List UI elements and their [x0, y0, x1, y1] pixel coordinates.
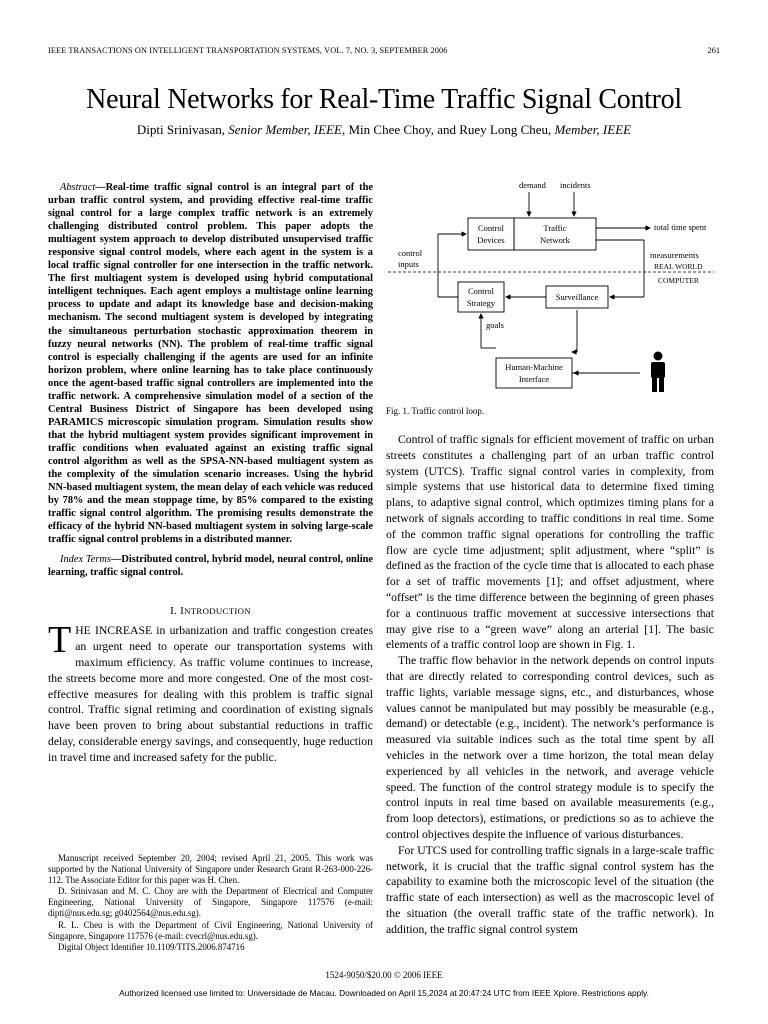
figure-traffic-control-loop: [386, 176, 716, 401]
label-control-devices-1: Control: [478, 223, 504, 233]
label-control-devices-2: Devices: [477, 235, 505, 245]
paper-title: Neural Networks for Real-Time Traffic Signal Control: [86, 84, 682, 115]
label-control-inputs-2: inputs: [398, 259, 419, 269]
label-traffic-network-2: Network: [540, 235, 570, 245]
label-total-time-spent: total time spent: [654, 222, 707, 232]
footnotes: [48, 853, 373, 953]
label-incidents: incidents: [560, 180, 591, 190]
index-terms: [48, 553, 373, 579]
intro-text: HE INCREASE in urbanization and traffic congestion creates an urgent need to operate our transportation systems with maximum efficiency. As traffic volume continues to increase, the streets become more and more congested. One of the most cost-effective measures for dealing with this problem is traffic signal control. Traffic signal retiming and coordination of existing signals have been proven to bring about substantial reductions in traffic delay, considerable energy savings, and consequently, huge reduction in travel time and increased safety for the public.: [48, 624, 373, 764]
figure-caption: Fig. 1. Traffic control loop.: [386, 406, 485, 416]
page-number: 261: [707, 46, 720, 55]
abstract: [48, 181, 373, 546]
journal-name: IEEE TRANSACTIONS ON INTELLIGENT TRANSPORTATION SYSTEMS, VOL. 7, NO. 3, SEPTEMBER 2006: [48, 46, 448, 55]
author-1-role: Senior Member, IEEE: [228, 122, 342, 137]
section-heading-introduction: [48, 605, 373, 617]
footnote-affiliation-2: R. L. Cheu is with the Department of Civil Engineering, National University of Singapore, Singapore 117576 (e-mail: cvecrl@nus.edu.sg).: [48, 919, 373, 941]
label-demand: demand: [519, 180, 546, 190]
label-measurements: measurements: [650, 250, 699, 260]
license-line: Authorized licensed use limited to: Universidade de Macau. Downloaded on April 15,2024 at 20:47:24 UTC from IEEE Xplore. Restrictions apply.: [119, 988, 649, 998]
label-computer: COMPUTER: [658, 276, 699, 285]
label-control-strategy-2: Strategy: [466, 298, 496, 308]
right-column: [386, 432, 714, 938]
index-terms-lead: Index Terms: [60, 554, 111, 566]
section-numeral: I. I: [170, 605, 185, 618]
footnote-affiliation-1: D. Srinivasan and M. C. Choy are with the Department of Electrical and Computer Engineering, National University of Singapore, Singapore 117576 (e-mail: dipti@nus.edu.sg; g0402564@nus.edu.sg).: [48, 886, 373, 919]
person-icon: [651, 352, 665, 393]
author-3-role: Member, IEEE: [554, 122, 632, 137]
label-surveillance: Surveillance: [555, 292, 599, 302]
running-header: [48, 46, 720, 60]
paragraph-utcs: For UTCS used for controlling traffic signals in a large-scale traffic network, it is crucial that the traffic signal control system has the capability to examine both the microscopic level of the situation (the traffic state of each intersection) as well as the macroscopic level of the situation (the overall traffic state of the traffic network). In addition, the traffic signal control system: [386, 843, 714, 936]
drop-cap: T: [48, 619, 72, 662]
paragraph-flow-behavior: The traffic flow behavior in the network depends on control inputs that are directly related to corresponding control devices, such as traffic lights, variable message signs, etc., and disturbances, whose values cannot be manipulated but may possibly be measurable (e.g., demand) or detectable (e.g., incident). The network’s performance is measured via suitable indices such as the total time spent by all vehicles in the network over a time horizon, the total mean delay experienced by all vehicles in the network, and average vehicle speed. The function of the control strategy module is to specify the control inputs in real time based on available measurements (e.g., from loop detectors), estimations, or predictions so as to achieve the control objectives despite the influence of various disturbances.: [386, 654, 714, 841]
section-title: NTRODUCTION: [184, 606, 251, 617]
label-hmi-1: Human-Machine: [505, 362, 563, 372]
authors-2-3: , Min Chee Choy, and Ruey Long Cheu,: [341, 122, 555, 137]
abstract-text: —Real-time traffic signal control is an integral part of the urban traffic control system, and providing effective real-time traffic signal control for a large complex traffic network is an extremely challenging distributed control problem. This paper adopts the multiagent system approach to develop distributed unsupervised traffic responsive signal control models, where each agent in the system is a local traffic signal controller for one intersection in the traffic network. The first multiagent system is developed using hybrid computational intelligent techniques. Each agent employs a multistage online learning process to update and adapt its knowledge base and decision-making mechanism. The second multiagent system is developed by integrating the simultaneous perturbation stochastic approximation theorem in fuzzy neural networks (NN). The problem of real-time traffic signal control is especially challenging if the agents are used for an infinite horizon problem, where online learning has to take place continuously once the agent-based traffic signal controllers are implemented into the traffic network. A comprehensive simulation model of a section of the Central Business District of Singapore has been developed using PARAMICS microscopic simulation program. Simulation results show that the hybrid multiagent system provides significant improvement in traffic conditions when evaluated against an existing traffic signal control algorithm as well as the SPSA-NN-based multiagent system as the complexity of the simulation scenario increases. Using the hybrid NN-based multiagent system, the mean delay of each vehicle was reduced by 78% and the mean stoppage time, by 85% compared to the existing traffic signal control algorithm. The promising results demonstrate the efficacy of the hybrid NN-based multiagent system in solving large-scale traffic signal control problems in a distributed manner.: [48, 182, 373, 546]
footnote-manuscript: Manuscript received September 20, 2004; revised April 21, 2005. This work was supported by the National University of Singapore under Research Grant R-263-000-226-112. The Associate Editor for this paper was H. Chen.: [48, 853, 373, 886]
label-control-inputs-1: control: [398, 248, 423, 258]
label-hmi-2: Interface: [518, 374, 550, 384]
index-terms-text: —Distributed control, hybrid model, neural control, online learning, traffic signal control.: [48, 554, 374, 579]
label-control-strategy-1: Control: [468, 286, 494, 296]
left-column: [48, 181, 373, 766]
paragraph-control-signals: Control of traffic signals for efficient movement of traffic on urban streets constitutes a challenging part of an urban traffic control system (UTCS). Traffic signal control varies in complexity, from simple systems that use historical data to determine fixed timing plans, to adaptive signal control, which optimizes timing plans for a network of signals according to traffic conditions in real time. Some of the common traffic signal operations for controlling the traffic flow are cycle time adjustment; split adjustment, where “split” is defined as the fraction of the cycle time that is allocated to each phase for a set of traffic movements [1]; and offset adjustment, where “offset” is the time difference between the beginning of green phases for a continuous traffic movement at successive intersections that may give rise to a “green wave” along an arterial [1]. The basic elements of a traffic control loop are shown in Fig. 1.: [386, 433, 714, 652]
intro-paragraph: [48, 619, 373, 765]
author-line: [0, 122, 768, 138]
footnote-doi: Digital Object Identifier 10.1109/TITS.2006.874716: [58, 941, 245, 952]
label-goals: goals: [486, 320, 504, 330]
author-1: Dipti Srinivasan,: [136, 122, 229, 137]
abstract-lead: Abstract: [60, 182, 96, 193]
label-traffic-network-1: Traffic: [543, 223, 567, 233]
label-real-world: REAL WORLD: [654, 262, 703, 271]
copyright-line: 1524-9050/$20.00 © 2006 IEEE: [325, 970, 443, 980]
